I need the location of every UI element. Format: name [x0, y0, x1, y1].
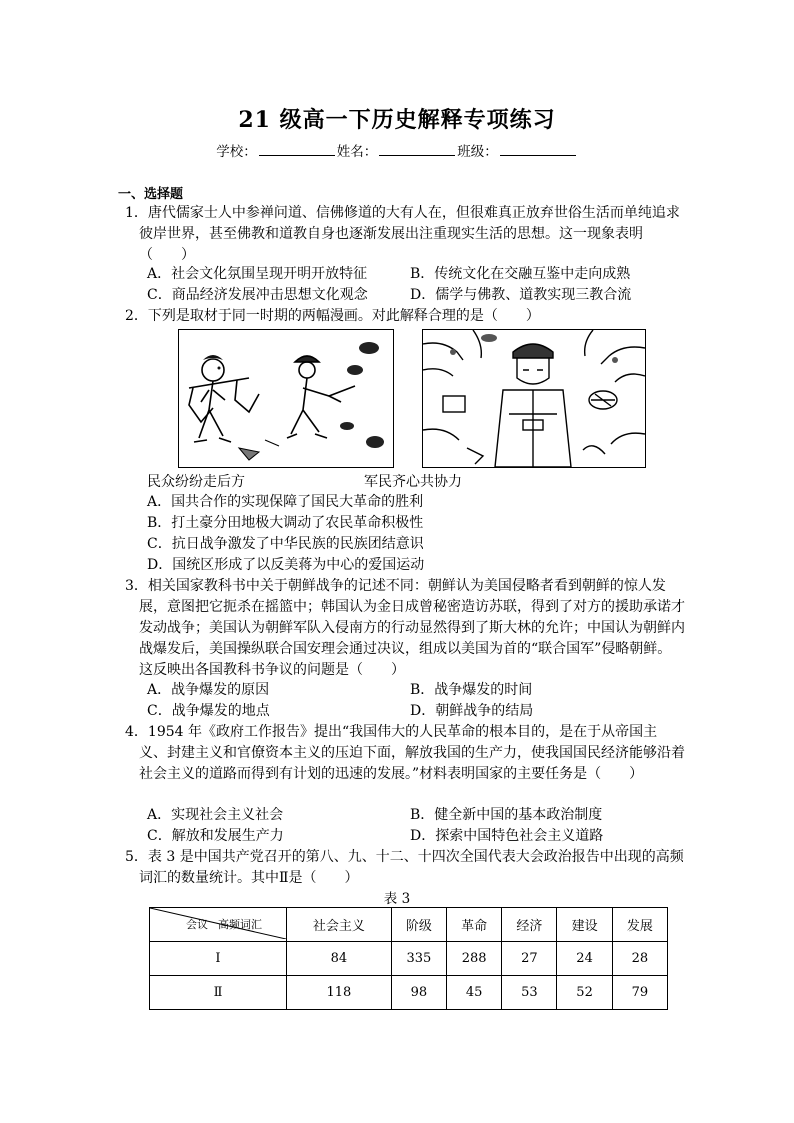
table-cell: 45 [446, 976, 501, 1010]
table-header-cell: 经济 [502, 908, 557, 942]
comic-left-image [178, 329, 394, 468]
table-cell: 28 [612, 942, 667, 976]
table-header-cell: 阶级 [391, 908, 446, 942]
table-cell: 288 [446, 942, 501, 976]
q3-option-b[interactable]: B．战争爆发的时间 [410, 682, 533, 698]
q1-option-b[interactable]: B．传统文化在交融互鉴中走向成熟 [410, 266, 631, 282]
school-label: 学校： [216, 144, 257, 160]
q2-option-b[interactable]: B．打土豪分田地极大调动了农民革命积极性 [147, 515, 424, 531]
table-cell: 98 [391, 976, 446, 1010]
comic-right-caption: 军民齐心共协力 [364, 474, 462, 490]
name-label: 姓名： [336, 144, 378, 160]
q4-option-d[interactable]: D．探索中国特色社会主义道路 [410, 828, 604, 844]
question-2-stem: 2．下列是取材于同一时期的两幅漫画。对此解释合理的是（ ） [125, 308, 540, 324]
table-row [150, 942, 668, 976]
student-info [0, 140, 794, 160]
class-label: 班级： [457, 144, 498, 160]
frequency-table [149, 907, 668, 1010]
table-row-label: Ⅱ [150, 976, 287, 1010]
table-cell: 53 [502, 976, 557, 1010]
comic-right-image [422, 329, 646, 468]
question-4-stem: 4．1954 年《政府工作报告》提出“我国伟大的人民革命的根本目的，是在于从帝国主义、封建主义和官僚资本主义的压迫下面，解放我国的生产力，使我国国民经济能够沿着社会主义的道路而得到有计划的迅速的发展。”材料表明国家的主要任务是（ ） [125, 724, 685, 782]
table-cell: 118 [287, 976, 392, 1010]
q1-option-d[interactable]: D．儒学与佛教、道教实现三教合流 [410, 287, 632, 303]
table-header-cell: 社会主义 [287, 908, 392, 942]
table-cell: 52 [557, 976, 612, 1010]
school-field[interactable] [259, 143, 335, 156]
q4-option-b[interactable]: B．健全新中国的基本政治制度 [410, 807, 603, 823]
table-header-cell: 发展 [612, 908, 667, 942]
table-cell: 27 [502, 942, 557, 976]
q2-option-d[interactable]: D．国统区形成了以反美蒋为中心的爱国运动 [147, 557, 425, 573]
table-cell: 335 [391, 942, 446, 976]
corner-label-words: 高频词汇 [218, 918, 262, 931]
question-3-stem: 3．相关国家教科书中关于朝鲜战争的记述不同：朝鲜认为美国侵略者看到朝鲜的惊人发展，意图把它扼杀在摇篮中；韩国认为金日成曾秘密造访苏联，得到了对方的援助承诺才发动战争；美国认为朝鲜军队入侵南方的行动显然得到了斯大林的允许；中国认为朝鲜内战爆发后，美国操纵联合国安理会通过决议，组成以美国为首的“联合国军”侵略朝鲜。这反映出各国教科书争议的问题是（ ） [125, 578, 685, 678]
table-caption: 表 3 [383, 891, 411, 907]
page-title: 21 级高一下历史解释专项练习 [238, 107, 556, 133]
q3-option-a[interactable]: A．战争爆发的原因 [147, 682, 270, 698]
q2-option-c[interactable]: C．抗日战争激发了中华民族的民族团结意识 [147, 536, 424, 552]
table-cell: 84 [287, 942, 392, 976]
q1-option-a[interactable]: A．社会文化氛围呈现开明开放特征 [147, 266, 368, 282]
question-5-stem: 5．表 3 是中国共产党召开的第八、九、十二、十四次全国代表大会政治报告中出现的高频词汇的数量统计。其中Ⅱ是（ ） [125, 849, 684, 886]
table-corner-cell [150, 908, 287, 942]
corner-label-meeting: 会议 [186, 918, 208, 931]
q3-option-c[interactable]: C．战争爆发的地点 [147, 703, 270, 719]
q3-option-d[interactable]: D．朝鲜战争的结局 [410, 703, 534, 719]
comic-left-caption: 民众纷纷走后方 [147, 474, 245, 490]
section-heading: 一、选择题 [118, 187, 184, 202]
table-header-row [150, 908, 668, 942]
table-row-label: Ⅰ [150, 942, 287, 976]
name-field[interactable] [379, 143, 455, 156]
table-header-cell: 革命 [446, 908, 501, 942]
table-cell: 79 [612, 976, 667, 1010]
q4-option-c[interactable]: C．解放和发展生产力 [147, 828, 284, 844]
table-header-cell: 建设 [557, 908, 612, 942]
q4-option-a[interactable]: A．实现社会主义社会 [147, 807, 284, 823]
question-1-stem: 1．唐代儒家士人中参禅问道、信佛修道的大有人在，但很难真正放弃世俗生活而单纯追求彼岸世界，甚至佛教和道教自身也逐渐发展出注重现实生活的思想。这一现象表明（ ） [125, 205, 680, 263]
table-row [150, 976, 668, 1010]
q2-option-a[interactable]: A．国共合作的实现保障了国民大革命的胜利 [147, 494, 424, 510]
q1-option-c[interactable]: C．商品经济发展冲击思想文化观念 [147, 287, 368, 303]
table-cell: 24 [557, 942, 612, 976]
class-field[interactable] [500, 143, 576, 156]
